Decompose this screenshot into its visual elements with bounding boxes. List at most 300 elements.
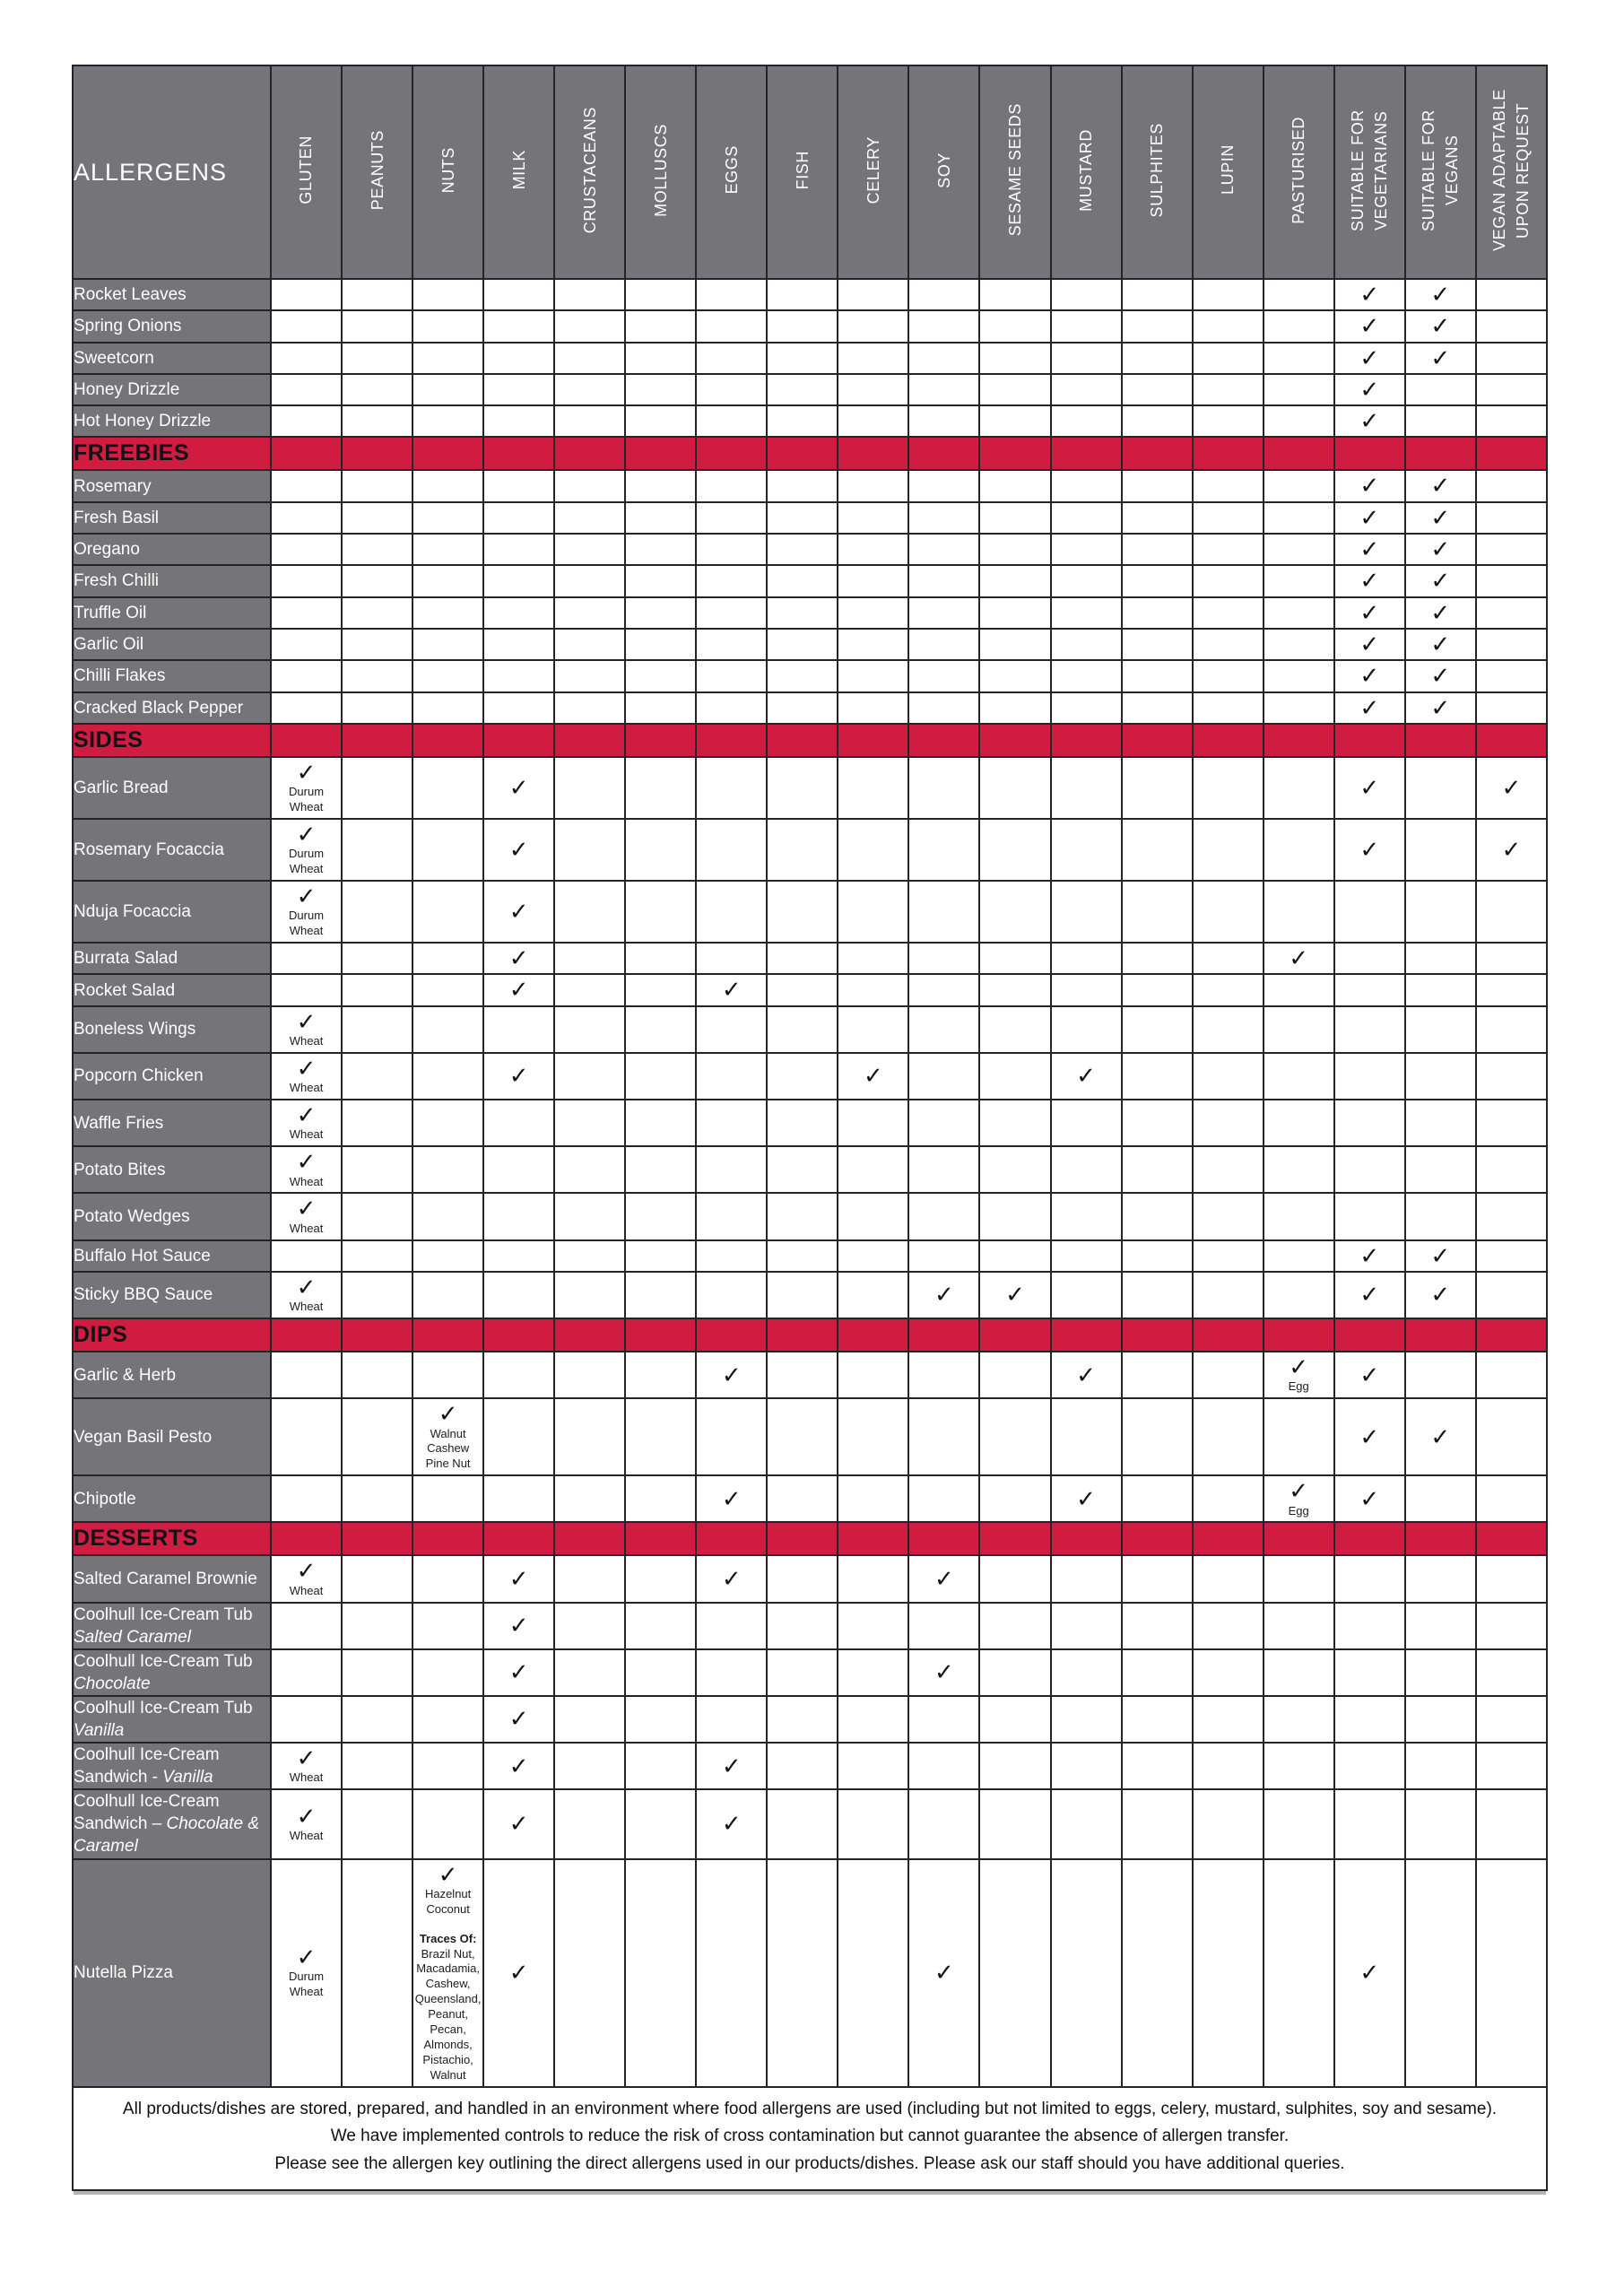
allergen-cell (979, 757, 1050, 819)
allergen-cell (271, 343, 342, 374)
allergen-cell (1405, 1789, 1476, 1858)
check-icon: ✓ (1359, 1958, 1380, 1986)
allergen-cell (1051, 1193, 1122, 1239)
section-fill-cell (625, 724, 696, 757)
check-icon: ✓ (296, 1557, 317, 1585)
allergen-cell (767, 819, 838, 881)
allergen-cell (767, 1789, 838, 1858)
cell-note: Wheat (289, 924, 324, 938)
allergen-cell (483, 1240, 554, 1272)
allergen-cell (979, 692, 1050, 724)
allergen-cell (979, 1789, 1050, 1858)
column-header-label: SUITABLE FOR VEGANS (1420, 109, 1462, 231)
allergen-cell (696, 757, 767, 819)
allergen-cell (979, 881, 1050, 943)
allergen-cell (908, 819, 979, 881)
check-icon: ✓ (508, 944, 529, 972)
cell-content (1477, 773, 1546, 803)
allergen-cell (908, 1398, 979, 1475)
allergen-cell (1334, 374, 1405, 405)
table-row (73, 1859, 1547, 2087)
allergen-cell (1051, 629, 1122, 660)
row-label: Popcorn Chicken (73, 1053, 271, 1100)
allergen-cell (1476, 819, 1547, 881)
allergen-cell (767, 565, 838, 596)
allergen-cell (1476, 1100, 1547, 1146)
allergen-cell (1476, 1193, 1547, 1239)
column-header (625, 65, 696, 279)
check-icon: ✓ (508, 1062, 529, 1090)
allergen-cell (696, 1352, 767, 1398)
check-icon: ✓ (1501, 773, 1522, 801)
allergen-cell (342, 470, 413, 501)
allergen-cell (271, 1555, 342, 1602)
cell-note: Wheat (289, 1985, 324, 1999)
allergen-cell (908, 1789, 979, 1858)
allergen-cell (696, 310, 767, 342)
row-label: Garlic & Herb (73, 1352, 271, 1398)
allergen-cell (1264, 1789, 1334, 1858)
allergen-cell (1193, 819, 1264, 881)
allergen-cell (625, 470, 696, 501)
cell-content (272, 1802, 341, 1847)
allergen-cell (483, 692, 554, 724)
allergen-cell (1405, 1146, 1476, 1193)
check-icon: ✓ (1430, 312, 1451, 340)
row-label: Rosemary Focaccia (73, 819, 271, 881)
allergen-cell (625, 502, 696, 534)
allergen-cell (554, 1272, 625, 1318)
cell-content (980, 1280, 1049, 1309)
allergen-cell (342, 1475, 413, 1522)
allergen-cell (1051, 470, 1122, 501)
column-header (696, 65, 767, 279)
allergen-cell (483, 534, 554, 565)
allergen-cell (908, 1859, 979, 2087)
cell-content (1406, 566, 1475, 596)
allergen-cell (413, 1859, 483, 2087)
check-icon: ✓ (1359, 407, 1380, 435)
allergen-cell (696, 629, 767, 660)
allergen-cell (838, 1743, 908, 1789)
allergen-cell (1264, 660, 1334, 691)
cell-content (1335, 1484, 1404, 1514)
allergen-cell (342, 565, 413, 596)
allergen-cell (413, 597, 483, 629)
allergen-cell (342, 943, 413, 974)
section-fill-cell (342, 724, 413, 757)
allergen-cell (271, 1649, 342, 1696)
allergen-cell (1334, 597, 1405, 629)
allergen-cell (271, 629, 342, 660)
allergen-cell (838, 343, 908, 374)
allergen-cell (1193, 405, 1264, 437)
section-fill-cell (1122, 1522, 1193, 1555)
check-icon: ✓ (1289, 944, 1309, 972)
check-icon: ✓ (1430, 281, 1451, 308)
allergen-cell (342, 1100, 413, 1146)
corner-header: ALLERGENS (73, 65, 271, 279)
allergen-cell (413, 1398, 483, 1475)
table-row (73, 1053, 1547, 1100)
allergen-cell (1405, 1555, 1476, 1602)
allergen-cell (1476, 692, 1547, 724)
allergen-cell (838, 1240, 908, 1272)
allergen-cell (1264, 343, 1334, 374)
row-label: Coolhull Ice-Cream Sandwich – Chocolate & Caramel (73, 1789, 271, 1858)
allergen-cell (271, 974, 342, 1005)
cell-content (1052, 1484, 1121, 1514)
allergen-cell (1193, 757, 1264, 819)
section-fill-cell (1476, 1522, 1547, 1555)
check-icon: ✓ (508, 976, 529, 1004)
allergen-cell (1122, 1743, 1193, 1789)
section-fill-cell (271, 724, 342, 757)
cell-content (272, 820, 341, 880)
allergen-cell (483, 1555, 554, 1602)
column-header (271, 65, 342, 279)
allergen-cell (1264, 974, 1334, 1005)
section-fill-cell (271, 1522, 342, 1555)
allergen-cell (1476, 1649, 1547, 1696)
check-icon: ✓ (508, 1564, 529, 1592)
allergen-cell (908, 1146, 979, 1193)
allergen-cell (979, 1100, 1050, 1146)
allergen-cell (1193, 502, 1264, 534)
check-icon: ✓ (296, 820, 317, 848)
allergen-cell (979, 405, 1050, 437)
allergen-cell (271, 279, 342, 310)
cell-note: Traces Of: (419, 1931, 477, 1945)
section-fill-cell (1264, 724, 1334, 757)
allergen-cell (1193, 1193, 1264, 1239)
allergen-cell (1476, 943, 1547, 974)
section-fill-cell (342, 1522, 413, 1555)
section-row (73, 724, 1547, 757)
section-fill-cell (979, 1522, 1050, 1555)
allergen-cell (1405, 1696, 1476, 1743)
allergen-cell (1122, 629, 1193, 660)
allergen-cell (1122, 819, 1193, 881)
allergen-cell (979, 660, 1050, 691)
check-icon: ✓ (1430, 1422, 1451, 1450)
check-icon: ✓ (508, 1705, 529, 1733)
cell-note: Macadamia, (416, 1961, 481, 1976)
allergen-cell (979, 279, 1050, 310)
cell-content (484, 1657, 553, 1687)
allergen-cell (908, 1352, 979, 1398)
column-header (838, 65, 908, 279)
row-label: Coolhull Ice-Cream Tub Salted Caramel (73, 1603, 271, 1649)
allergen-cell (1051, 343, 1122, 374)
allergen-cell (483, 1398, 554, 1475)
table-row (73, 1696, 1547, 1743)
allergen-cell (1334, 502, 1405, 534)
section-fill-cell (1122, 437, 1193, 470)
allergen-cell (342, 1193, 413, 1239)
allergen-cell (767, 692, 838, 724)
cell-content (1406, 661, 1475, 691)
allergen-cell (696, 692, 767, 724)
allergen-cell (908, 405, 979, 437)
cell-content (272, 1007, 341, 1052)
cell-note: Wheat (289, 1221, 324, 1235)
cell-content (272, 758, 341, 818)
table-row (73, 1603, 1547, 1649)
allergen-cell (979, 1603, 1050, 1649)
allergen-cell (1264, 881, 1334, 943)
allergen-cell (979, 1743, 1050, 1789)
footer-line: We have implemented controls to reduce the risk of cross contamination but cannot guarantee the absence of allergen transfer. (330, 2126, 1290, 2146)
table-row (73, 565, 1547, 596)
allergen-cell (1193, 374, 1264, 405)
allergen-cell (1122, 660, 1193, 691)
cell-note: Wheat (289, 1829, 324, 1843)
allergen-cell (1405, 502, 1476, 534)
cell-content (697, 1484, 766, 1514)
cell-content (1406, 535, 1475, 564)
cell-content (1052, 1361, 1121, 1390)
allergen-cell (1334, 1240, 1405, 1272)
allergen-cell (554, 502, 625, 534)
allergen-cell (483, 1100, 554, 1146)
allergen-cell (342, 1696, 413, 1743)
row-label-variant: Chocolate (74, 1674, 151, 1693)
allergen-cell (1051, 1240, 1122, 1272)
allergen-cell (1405, 1272, 1476, 1318)
allergen-cell (1334, 310, 1405, 342)
allergen-cell (554, 1240, 625, 1272)
row-label: Garlic Bread (73, 757, 271, 819)
allergen-cell (483, 1272, 554, 1318)
allergen-cell (342, 1555, 413, 1602)
allergen-cell (1051, 943, 1122, 974)
allergen-cell (979, 1053, 1050, 1100)
allergen-cell (554, 1146, 625, 1193)
check-icon: ✓ (1430, 1281, 1451, 1309)
row-label: Spring Onions (73, 310, 271, 342)
allergen-cell (554, 1743, 625, 1789)
allergen-cell (908, 1743, 979, 1789)
allergen-cell (1334, 1146, 1405, 1193)
section-fill-cell (1405, 437, 1476, 470)
allergen-cell (483, 1053, 554, 1100)
table-row (73, 310, 1547, 342)
cell-content (1406, 630, 1475, 659)
allergen-cell (767, 405, 838, 437)
section-fill-cell (767, 724, 838, 757)
allergen-cell (1264, 943, 1334, 974)
allergen-cell (1405, 470, 1476, 501)
cell-content (484, 1704, 553, 1734)
section-fill-cell (1334, 724, 1405, 757)
allergen-cell (413, 279, 483, 310)
section-fill-cell (696, 1522, 767, 1555)
cell-note: Pecan, (430, 2022, 466, 2036)
allergen-cell (979, 1696, 1050, 1743)
allergen-cell (1405, 881, 1476, 943)
cell-content (1477, 835, 1546, 865)
allergen-cell (342, 405, 413, 437)
allergen-cell (1051, 534, 1122, 565)
allergen-cell (979, 374, 1050, 405)
check-icon: ✓ (296, 1273, 317, 1300)
cell-content (909, 1280, 978, 1309)
allergen-cell (342, 534, 413, 565)
allergen-cell (554, 1649, 625, 1696)
column-header-label: FISH (793, 150, 812, 190)
check-icon: ✓ (1430, 567, 1451, 595)
allergen-cell (1122, 1006, 1193, 1053)
allergen-cell (767, 1555, 838, 1602)
allergen-cell (625, 1053, 696, 1100)
allergen-cell (1334, 1743, 1405, 1789)
allergen-cell (625, 1006, 696, 1053)
allergen-cell (1476, 1146, 1547, 1193)
allergen-cell (767, 534, 838, 565)
section-fill-cell (908, 437, 979, 470)
allergen-cell (838, 1603, 908, 1649)
allergen-cell (1405, 1603, 1476, 1649)
row-label-variant: Chocolate & Caramel (74, 1814, 260, 1857)
cell-note: Wheat (289, 1081, 324, 1095)
allergen-cell (625, 534, 696, 565)
allergen-cell (1476, 757, 1547, 819)
allergen-cell (1264, 1859, 1334, 2087)
allergen-cell (767, 1193, 838, 1239)
allergen-cell (1334, 757, 1405, 819)
cell-note: Walnut (430, 2067, 466, 2082)
column-header-label: SUITABLE FOR VEGETARIANS (1349, 109, 1391, 231)
allergen-cell (979, 974, 1050, 1005)
check-icon: ✓ (1359, 1241, 1380, 1269)
section-fill-cell (767, 1522, 838, 1555)
allergen-cell (625, 1859, 696, 2087)
allergen-cell (1122, 310, 1193, 342)
allergen-cell (1334, 534, 1405, 565)
allergen-cell (767, 1696, 838, 1743)
allergen-cell (1051, 310, 1122, 342)
allergen-cell (1193, 1053, 1264, 1100)
allergen-cell (1264, 1006, 1334, 1053)
allergen-cell (1051, 502, 1122, 534)
cell-note: Wheat (289, 1127, 324, 1142)
allergen-cell (767, 1272, 838, 1318)
allergen-cell (1334, 629, 1405, 660)
section-fill-cell (838, 724, 908, 757)
row-label: Buffalo Hot Sauce (73, 1240, 271, 1272)
allergen-cell (413, 405, 483, 437)
section-fill-cell (979, 437, 1050, 470)
allergen-cell (767, 1146, 838, 1193)
allergen-cell (271, 1100, 342, 1146)
allergen-cell (1051, 565, 1122, 596)
allergen-cell (1476, 405, 1547, 437)
cell-content (484, 1611, 553, 1640)
allergen-cell (1122, 1352, 1193, 1398)
allergen-cell (271, 692, 342, 724)
allergen-cell (908, 660, 979, 691)
allergen-cell (1122, 1193, 1193, 1239)
cell-note: Peanut, (428, 2007, 469, 2022)
cell-note: Wheat (289, 800, 324, 814)
table-row (73, 1555, 1547, 1602)
cell-content (1335, 773, 1404, 803)
section-fill-cell (908, 724, 979, 757)
column-header-label: SULPHITES (1148, 122, 1167, 218)
allergen-cell (413, 310, 483, 342)
allergen-cell (1334, 1696, 1405, 1743)
check-icon: ✓ (1430, 598, 1451, 626)
allergen-cell (1405, 629, 1476, 660)
allergen-cell (1334, 1398, 1405, 1475)
allergen-cell (1476, 1789, 1547, 1858)
check-icon: ✓ (1430, 630, 1451, 657)
section-fill-cell (1051, 1318, 1122, 1352)
allergen-cell (696, 1398, 767, 1475)
allergen-cell (696, 534, 767, 565)
cell-note: Wheat (289, 1033, 324, 1048)
allergen-cell (1051, 1696, 1122, 1743)
allergen-cell (554, 1006, 625, 1053)
allergen-cell (767, 597, 838, 629)
allergen-cell (625, 943, 696, 974)
check-icon: ✓ (1005, 1281, 1025, 1309)
row-label: Burrata Salad (73, 943, 271, 974)
allergen-cell (1264, 1696, 1334, 1743)
row-label: Nduja Focaccia (73, 881, 271, 943)
allergen-cell (767, 974, 838, 1005)
allergen-cell (1476, 1240, 1547, 1272)
allergen-cell (696, 1743, 767, 1789)
allergen-cell (838, 1555, 908, 1602)
section-fill-cell (1405, 724, 1476, 757)
allergen-cell (483, 1696, 554, 1743)
section-fill-cell (1051, 1522, 1122, 1555)
allergen-cell (271, 819, 342, 881)
row-label: Sweetcorn (73, 343, 271, 374)
allergen-cell (1051, 405, 1122, 437)
cell-content (1406, 1280, 1475, 1309)
allergen-cell (767, 1603, 838, 1649)
cell-content (1264, 1352, 1333, 1397)
allergen-cell (1051, 1398, 1122, 1475)
allergen-cell (1476, 660, 1547, 691)
allergen-cell (271, 565, 342, 596)
cell-content (1335, 598, 1404, 628)
allergen-cell (554, 405, 625, 437)
allergen-cell (696, 1146, 767, 1193)
check-icon: ✓ (508, 1958, 529, 1986)
allergen-cell (271, 1272, 342, 1318)
allergen-cell (1122, 1859, 1193, 2087)
allergen-cell (1122, 502, 1193, 534)
check-icon: ✓ (721, 1564, 742, 1592)
allergen-cell (696, 1789, 767, 1858)
allergen-cell (1405, 405, 1476, 437)
allergen-cell (271, 310, 342, 342)
allergen-cell (483, 597, 554, 629)
allergen-cell (483, 1146, 554, 1193)
allergen-cell (625, 1475, 696, 1522)
allergen-cell (1476, 1603, 1547, 1649)
column-header-label: SOY (934, 152, 953, 188)
section-fill-cell (1334, 1318, 1405, 1352)
allergen-cell (271, 1352, 342, 1398)
allergen-cell (271, 470, 342, 501)
allergen-cell (979, 1240, 1050, 1272)
section-fill-cell (483, 437, 554, 470)
